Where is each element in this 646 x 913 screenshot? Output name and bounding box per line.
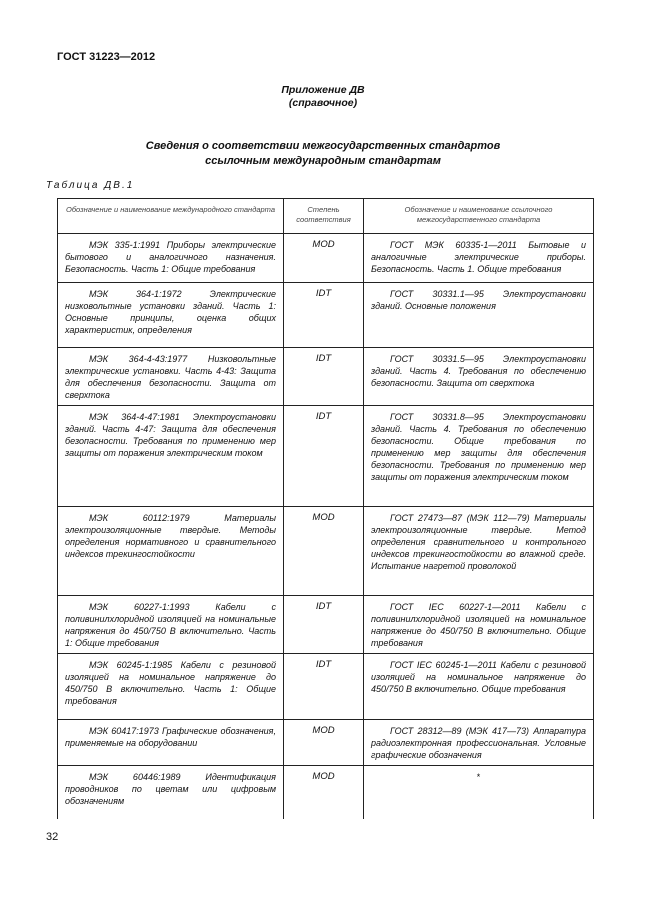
table-caption-text: Таблица ДВ.1 [46, 180, 135, 191]
international-standard-text: МЭК 335-1:1991 Приборы электрические бытового и аналогичного назначения. Безопасность. Часть 1: Общие требования [65, 240, 276, 274]
footnote-marker: * [476, 772, 481, 782]
international-standard-text: МЭК 60112:1979 Материалы электроизоляционные твердые. Методы определения нормативного и сравнительного индексов трекингостойкости [65, 513, 276, 559]
degree-cell: IDT [284, 283, 364, 348]
table-caption [46, 180, 134, 191]
interstate-standard-text: ГОСТ IEC 60245-1—2011 Кабели с резиновой изоляцией на номинальное напряжение до 450/750 В включительно. Общие требования [371, 660, 586, 694]
international-standard-cell [58, 234, 284, 283]
annex-title: Приложение ДВ [281, 84, 365, 96]
table-row [58, 507, 594, 596]
section-title [0, 139, 646, 169]
international-standard-cell [58, 406, 284, 507]
international-standard-text: МЭК 60227-1:1993 Кабели с поливинилхлоридной изоляцией на номинальные напряжения до 450/750 В включительно. Часть 1: Общие требования [65, 602, 276, 648]
interstate-standard-cell [364, 348, 594, 406]
international-standard-text: МЭК 60417:1973 Графические обозначения, применяемые на оборудовании [65, 726, 276, 748]
international-standard-text: МЭК 364-1:1972 Электрические низковольтные установки зданий. Часть 1: Основные принципы, оценка общих характеристик, определения [65, 289, 276, 335]
international-standard-cell [58, 720, 284, 766]
international-standard-text: МЭК 364-4-43:1977 Низковольтные электрические установки. Часть 4-43: Защита для обеспечения безопасности. Защита от сверхтока [65, 354, 276, 400]
degree-cell: IDT [284, 654, 364, 720]
header-interstate-standard: Обозначение и наименование ссылочного межгосударственного стандарта [364, 199, 594, 234]
document-code: ГОСТ 31223—2012 [57, 51, 156, 63]
interstate-standard-cell [364, 283, 594, 348]
international-standard-text: МЭК 364-4-47:1981 Электроустановки зданий. Часть 4-47: Защита для обеспечения безопасности. Требования по применению мер защиты от поражения электрическим током [65, 412, 276, 458]
table-row [58, 348, 594, 406]
interstate-standard-cell [364, 507, 594, 596]
header-international-standard: Обозначение и наименование международного стандарта [58, 199, 284, 234]
international-standard-cell [58, 507, 284, 596]
interstate-standard-text: ГОСТ 30331.5—95 Электроустановки зданий. Часть 4. Требования по обеспечению безопасности. Защита от сверхтока [371, 354, 586, 388]
international-standard-cell [58, 283, 284, 348]
degree-cell: MOD [284, 720, 364, 766]
interstate-standard-cell [364, 654, 594, 720]
section-title-line-2: ссылочным международным стандартам [205, 155, 441, 167]
header-degree-of-correspondence: Степень соответствия [284, 199, 364, 234]
degree-cell: IDT [284, 406, 364, 507]
standards-correspondence-table [57, 198, 594, 819]
table-row [58, 406, 594, 507]
table-row [58, 234, 594, 283]
international-standard-cell [58, 596, 284, 654]
international-standard-cell [58, 348, 284, 406]
interstate-standard-cell [364, 596, 594, 654]
degree-cell: MOD [284, 507, 364, 596]
table-row [58, 766, 594, 820]
table-row [58, 596, 594, 654]
section-title-line-1: Сведения о соответствии межгосударственных стандартов [145, 140, 501, 152]
degree-cell: IDT [284, 348, 364, 406]
degree-cell: MOD [284, 766, 364, 820]
interstate-standard-text: ГОСТ 27473—87 (МЭК 112—79) Материалы электроизоляционные твердые. Метод определения сравнительного и контрольного индексов трекингостойкости во влажной среде. Испытание нагретой проволокой [371, 513, 586, 571]
interstate-standard-text: ГОСТ IEC 60227-1—2011 Кабели с поливинилхлоридной изоляцией на номинальное напряжение до 450/750 В включительно. Общие требования [371, 602, 586, 648]
interstate-standard-cell [364, 234, 594, 283]
page-number: 32 [46, 831, 59, 843]
international-standard-cell [58, 654, 284, 720]
interstate-standard-cell [364, 720, 594, 766]
interstate-standard-cell [364, 766, 594, 820]
annex-heading [0, 84, 646, 110]
interstate-standard-text: ГОСТ МЭК 60335-1—2011 Бытовые и аналогичные электрические приборы. Безопасность. Часть 1. Общие требования [371, 240, 586, 274]
table-row [58, 654, 594, 720]
interstate-standard-text: ГОСТ 28312—89 (МЭК 417—73) Аппаратура радиоэлектронная профессиональная. Условные графические обозначения [371, 726, 586, 760]
degree-cell: MOD [284, 234, 364, 283]
interstate-standard-text: ГОСТ 30331.8—95 Электроустановки зданий. Часть 4. Требования по обеспечению безопасности. Общие требования по применению мер защиты для обеспечения безопасности. Требования по применению мер защиты от поражения электрическим током [371, 412, 586, 482]
annex-note: (справочное) [288, 97, 358, 109]
table-row [58, 720, 594, 766]
table-row [58, 283, 594, 348]
table-header-row [58, 199, 594, 234]
degree-cell: IDT [284, 596, 364, 654]
international-standard-cell [58, 766, 284, 820]
interstate-standard-text: ГОСТ 30331.1—95 Электроустановки зданий. Основные положения [371, 289, 586, 311]
interstate-standard-cell [364, 406, 594, 507]
international-standard-text: МЭК 60446:1989 Идентификация проводников по цветам или цифровым обозначениям [65, 772, 276, 806]
international-standard-text: МЭК 60245-1:1985 Кабели с резиновой изоляцией на номинальное напряжение до 450/750 В включительно. Часть 1: Общие требования [65, 660, 276, 706]
